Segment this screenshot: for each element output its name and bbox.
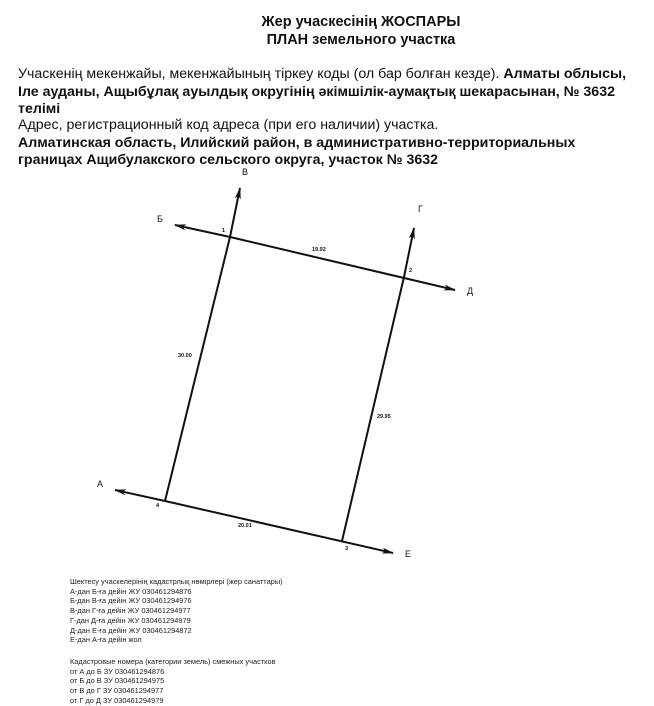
label-g: Г bbox=[418, 204, 423, 214]
adjacent-kz-row: Б-дан В-ға дейін ЖУ 030461294976 bbox=[70, 596, 192, 606]
adjacent-kz-row: Г-дан Д-ға дейін ЖУ 030461294979 bbox=[70, 615, 191, 625]
adjacent-kz-heading: Шектесу учаскелерінің кадастрлық нөмірлері (жер санаттары) bbox=[70, 577, 283, 586]
label-b: Б bbox=[157, 214, 163, 224]
address-ru-label: Адрес, регистрационный код адреса (при его наличии) участка. bbox=[18, 117, 439, 133]
dim-4-1: 30.00 bbox=[178, 353, 192, 359]
arrow-v bbox=[230, 188, 240, 237]
side-3-2 bbox=[342, 277, 404, 541]
adjacent-ru-row: от В до Г ЗУ 030461294977 bbox=[70, 686, 164, 696]
arrow-e bbox=[165, 501, 393, 553]
adjacent-kz-row: Д-дан Е-ға дейін ЖУ 030461294872 bbox=[70, 625, 192, 635]
adjacent-plots-kz bbox=[70, 577, 283, 645]
title-kz: Жер учаскесінің ЖОСПАРЫ bbox=[261, 14, 461, 30]
adjacent-kz-row: Е-дан А-ға дейін жол bbox=[70, 635, 142, 645]
adjacent-kz-row: В-дан Г-ға дейін ЖУ 030461294977 bbox=[70, 606, 191, 616]
address-kz-value: Алматы облысы, Іле ауданы, Ащыбұлақ ауылдық округінің әкімшілік-аумақтық шекарасынан, № 3632 телімі bbox=[18, 66, 627, 117]
adjacent-ru-row: от А до Б ЗУ 030461294876 bbox=[70, 666, 165, 676]
label-v: В bbox=[242, 167, 249, 177]
arrow-a bbox=[115, 490, 165, 501]
boundary-lines bbox=[115, 188, 455, 553]
label-d: Д bbox=[467, 286, 474, 296]
title-ru: ПЛАН земельного участка bbox=[266, 32, 456, 48]
adjacent-ru-heading: Кадастровые номера (категории земель) смежных участков bbox=[70, 657, 276, 666]
dim-1-2: 19.92 bbox=[312, 247, 326, 253]
adjacent-kz-row: А-дан Б-ға дейін ЖУ 030461294876 bbox=[70, 586, 192, 596]
corner-1: 1 bbox=[222, 228, 226, 234]
side-4-1 bbox=[165, 237, 230, 501]
dim-3-4: 20.01 bbox=[238, 523, 252, 529]
dim-2-3: 29.95 bbox=[377, 414, 391, 420]
adjacent-plots-ru bbox=[70, 657, 276, 706]
corner-4: 4 bbox=[156, 503, 160, 509]
adjacent-ru-row: от Г до Д ЗУ 030461294979 bbox=[70, 695, 164, 705]
label-e: Е bbox=[405, 549, 412, 559]
adjacent-ru-row: от Б до В ЗУ 030461294975 bbox=[70, 676, 165, 686]
address-ru-value: Алматинская область, Илийский район, в административно-территориальных границах Ащибулакского сельского округа, участок № 3632 bbox=[18, 134, 576, 168]
address-kz-label: Учаскенің мекенжайы, мекенжайының тіркеу коды (ол бар болған кезде). bbox=[18, 66, 500, 82]
corner-3: 3 bbox=[345, 546, 349, 552]
label-a: А bbox=[97, 479, 104, 489]
corner-2: 2 bbox=[409, 268, 413, 274]
arrow-d bbox=[230, 237, 455, 290]
